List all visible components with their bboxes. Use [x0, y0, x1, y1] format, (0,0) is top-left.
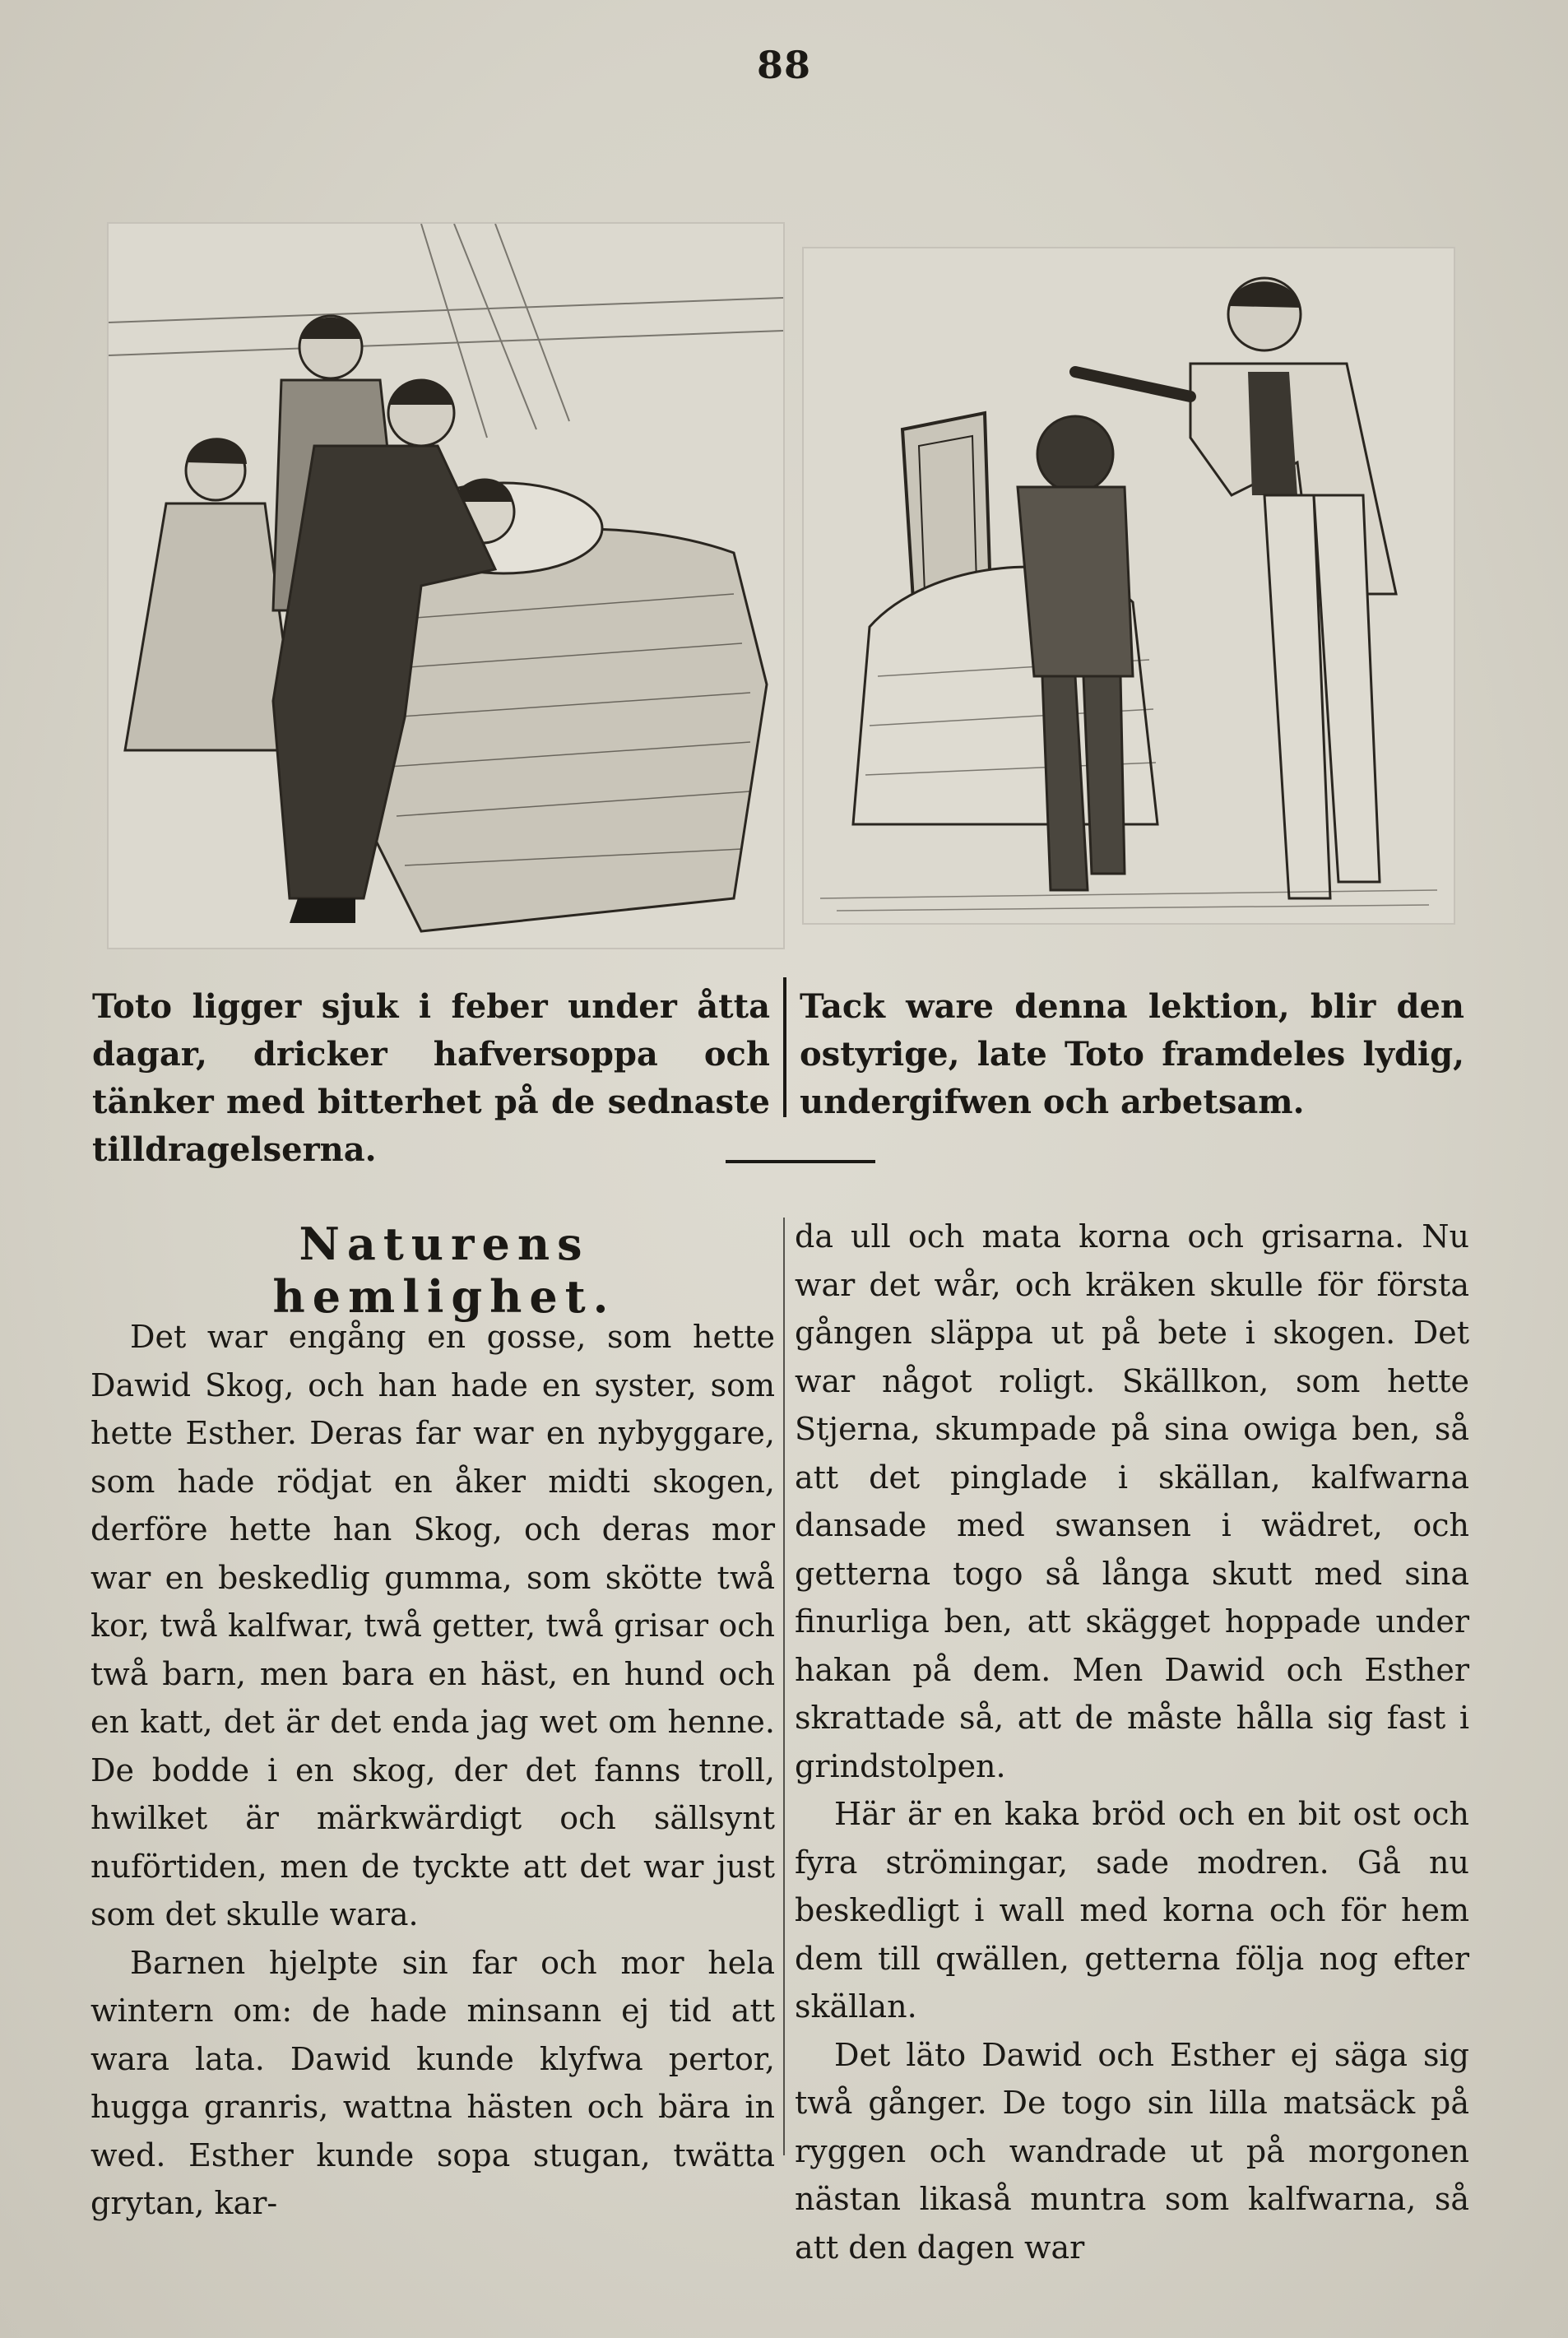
- illustration-sickbed: [107, 222, 785, 949]
- article-heading: Naturens hemlighet.: [272, 1218, 616, 1323]
- paragraph: Här är en kaka bröd och en bit ost och fyra strömingar, sade modren. Gå nu beskedligt i wall med korna och för hem dem till qwällen, getterna följa nog efter skällan.: [795, 1796, 1469, 2025]
- paragraph: Det war engång en gosse, som hette Dawid Skog, och han hade en syster, som hette Esther. Deras far war en nybyggare, som hade rödjat en åker midti skogen, derföre hette han Skog, och deras mor war en beskedlig gumma, som skötte twå kor, twå kalfwar, twå getter, twå grisar och twå barn, men bara en häst, en hund och en katt, det är det enda jag wet om henne. De bodde i en skog, der det fanns troll, hwilket är märkwärdigt och sällsynt nuförtiden, men de tyckte att det war just som det skulle wara.: [90, 1319, 775, 1932]
- column-divider: [783, 1218, 785, 2155]
- sickbed-engraving: [109, 224, 783, 948]
- illustration-comforting: [802, 247, 1455, 925]
- caption-comforting: Tack ware denna lektion, blir den ostyrige, late Toto framdeles lydig, undergifwen och arbetsam.: [800, 987, 1464, 1121]
- paragraph: Barnen hjelpte sin far och mor hela wintern om: de hade minsann ej tid att wara lata. Dawid kunde klyfwa pertor, hugga granris, wattna hästen och bära in wed. Esther kunde sopa stugan, twätta grytan, kar-: [90, 1944, 775, 2221]
- paragraph: da ull och mata korna och grisarna. Nu war det wår, och kräken skulle för första gången släppa ut på bete i skogen. Det war något roligt. Skällkon, som hette Stjerna, skumpade på sina owiga ben, så att det pinglade i skällan, kalfwarna dansade med swansen i wädret, och getterna togo så långa skutt med sina finurliga ben, att skägget hoppade under hakan på dem. Men Dawid och Esther skrattade så, att de måste hålla sig fast i grindstolpen.: [795, 1218, 1469, 1784]
- page-number: 88: [756, 43, 811, 87]
- article-column-right: [795, 1213, 1469, 2271]
- caption-sickbed: Toto ligger sjuk i feber under åtta dagar, dricker hafversoppa och tänker med bitterhet på de sednaste tilldragelserna.: [92, 987, 770, 1169]
- caption-divider: [783, 977, 786, 1117]
- comforting-engraving: [804, 248, 1454, 923]
- paragraph: Det läto Dawid och Esther ej säga sig twå gånger. De togo sin lilla matsäck på ryggen och wandrade ut på morgonen nästan likaså muntra som kalfwarna, så att den dagen war: [795, 2036, 1469, 2266]
- section-divider: [726, 1160, 875, 1163]
- article-column-left: [90, 1313, 775, 2228]
